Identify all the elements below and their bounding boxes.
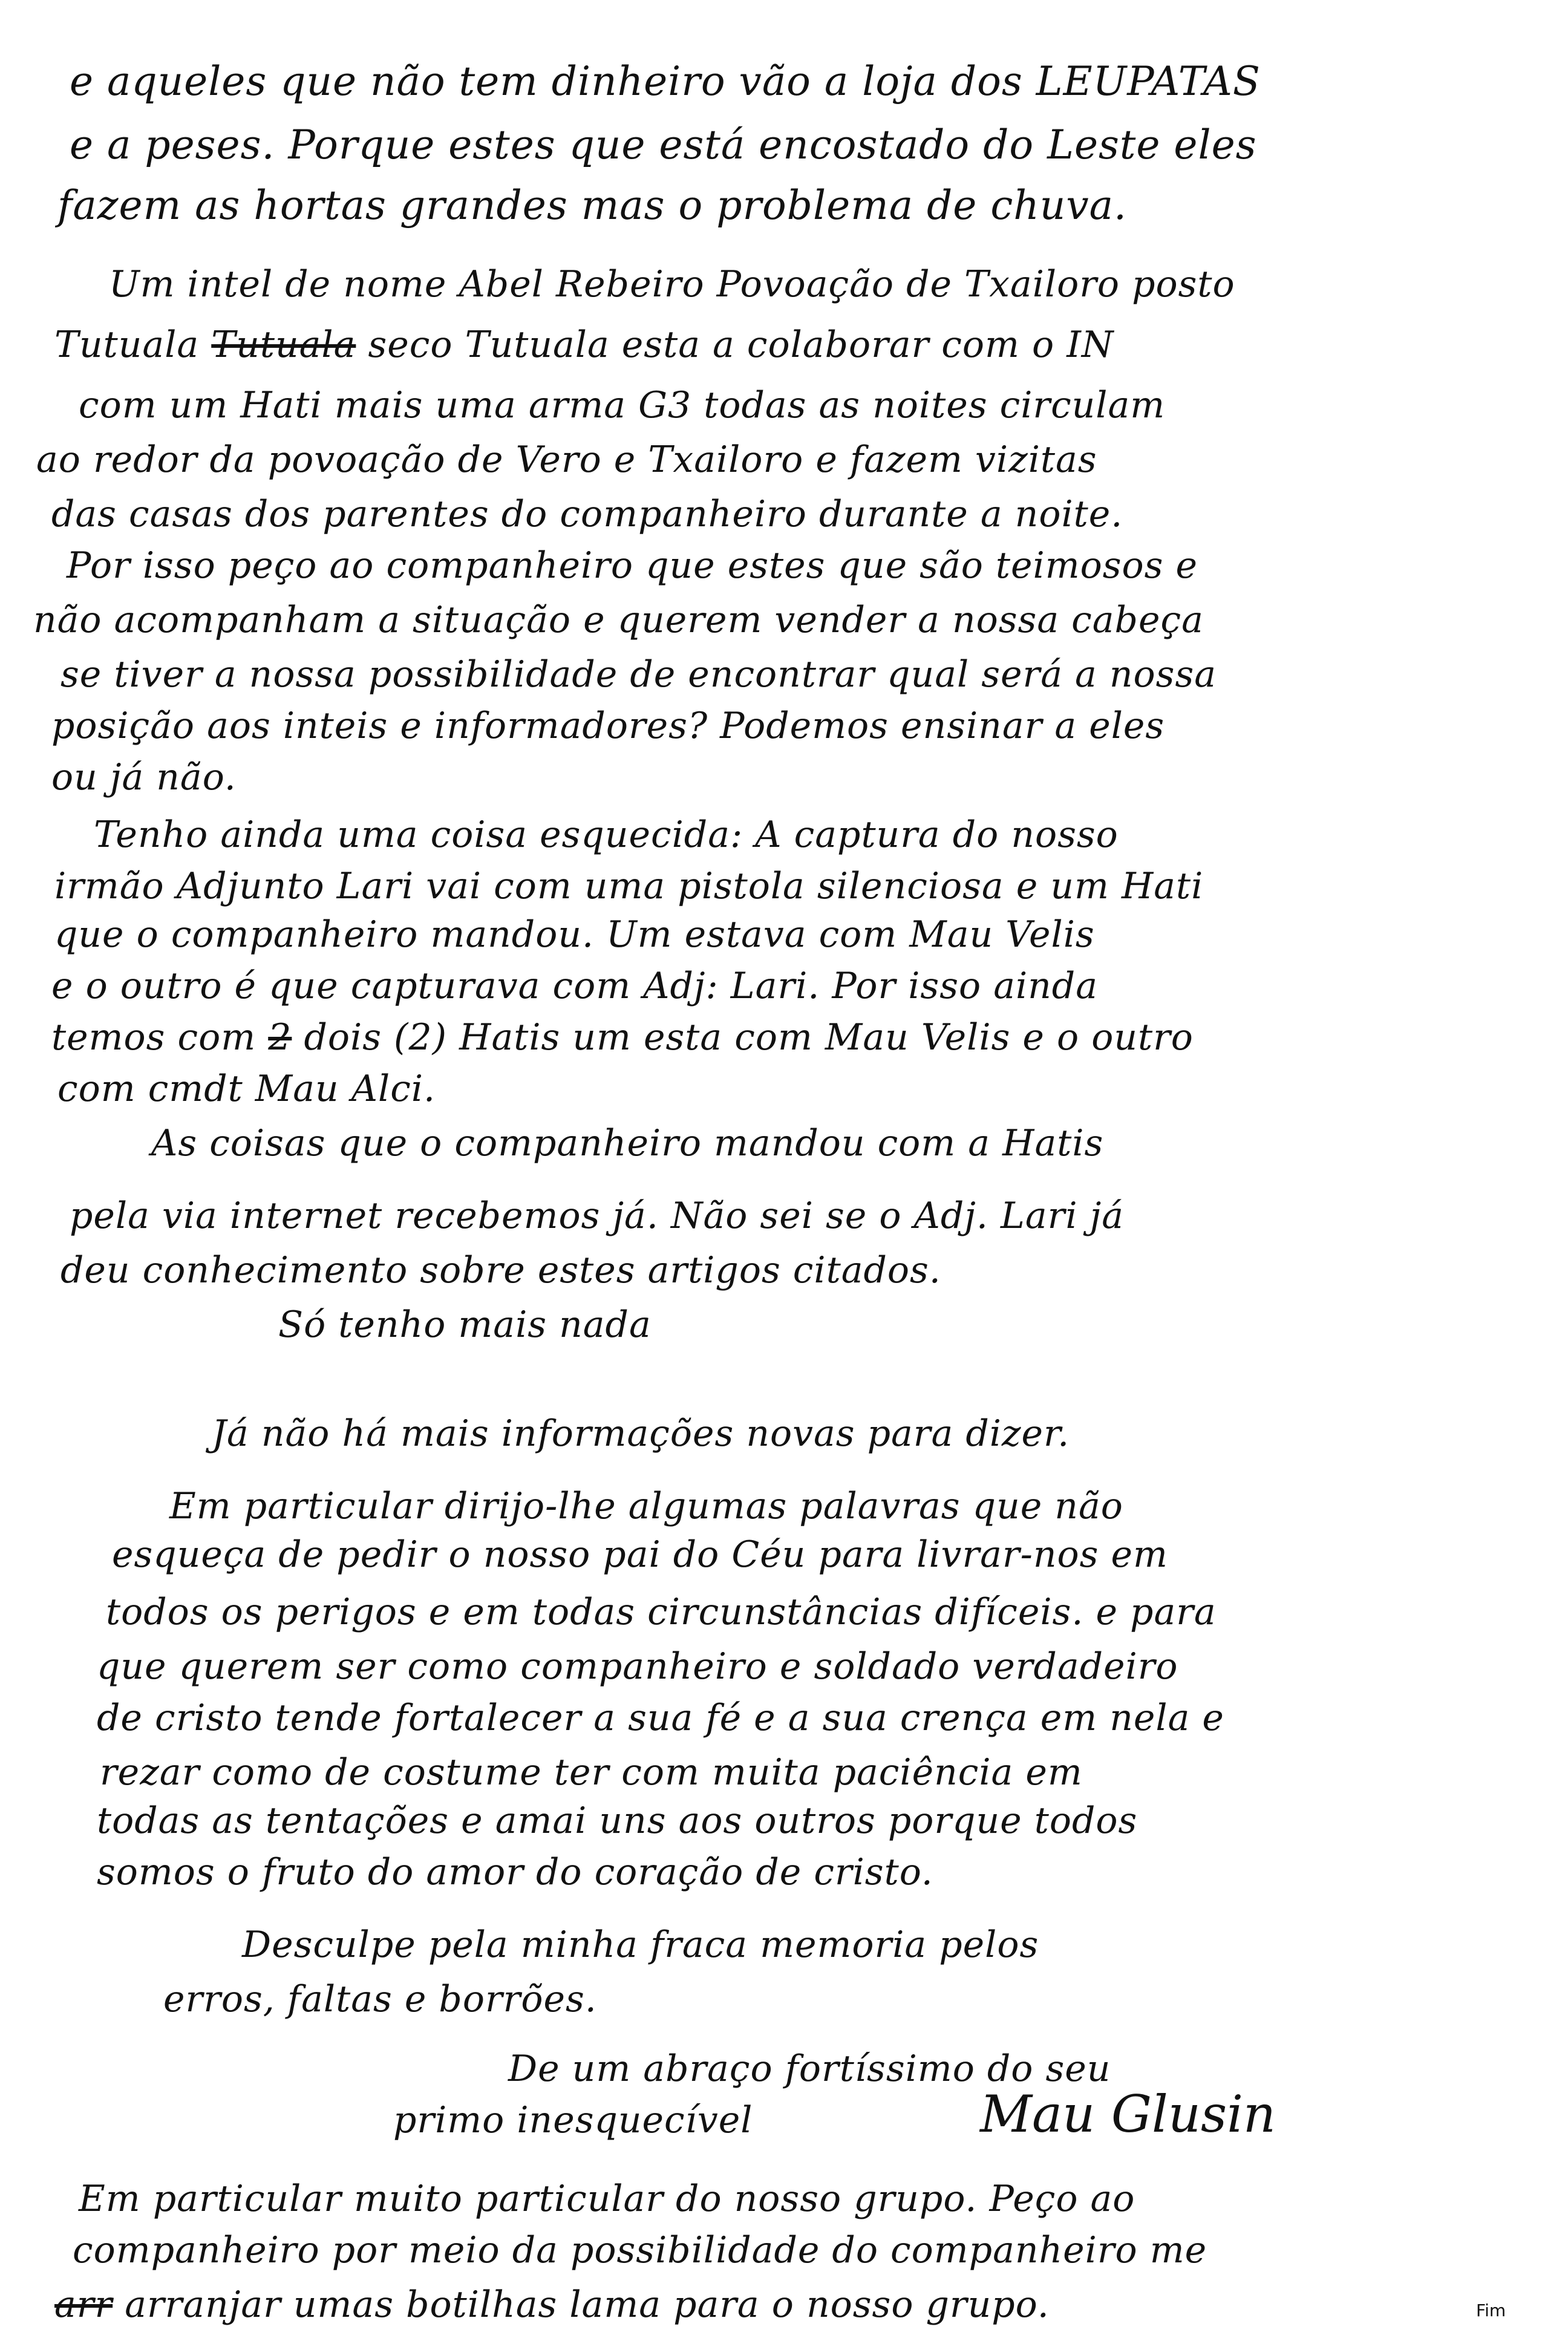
letter-line-5-start: Tutuala xyxy=(54,324,200,366)
letter-line-21: pela via internet recebemos já. Não sei se o Adj. Lari já xyxy=(70,1195,1124,1237)
letter-line-20: As coisas que o companheiro mandou com a Hatis xyxy=(151,1122,1104,1164)
letter-line-13: ou já não. xyxy=(51,756,237,798)
letter-line-1: e aqueles que não tem dinheiro vão a loja dos LEUPATAS xyxy=(70,58,1261,105)
letter-line-8: das casas dos parentes do companheiro durante a noite. xyxy=(51,493,1123,535)
letter-line-14: Tenho ainda uma coisa esquecida: A captura do nosso xyxy=(94,814,1119,856)
letter-line-32: somos o fruto do amor do coração de cristo. xyxy=(97,1851,933,1893)
letter-line-24: Já não há mais informações novas para dizer. xyxy=(212,1412,1070,1455)
letter-line-4: Um intel de nome Abel Rebeiro Povoação de Txailoro posto xyxy=(109,263,1235,305)
letter-line-9: Por isso peço ao companheiro que estes que são teimosos e xyxy=(67,544,1198,587)
letter-line-34: erros, faltas e borrões. xyxy=(163,1978,597,2020)
letter-line-17: e o outro é que capturava com Adj: Lari. Por isso ainda xyxy=(51,965,1098,1007)
letter-line-5 xyxy=(54,321,1114,369)
letter-line-2: e a peses. Porque estes que está encostado do Leste eles xyxy=(70,122,1257,168)
letter-line-3: fazem as hortas grandes mas o problema de chuva. xyxy=(57,182,1127,229)
letter-line-27: todos os perigos e em todas circunstâncias difíceis. e para xyxy=(106,1591,1217,1633)
letter-line-25: Em particular dirijo-lhe algumas palavras que não xyxy=(169,1485,1123,1527)
letter-line-11: se tiver a nossa possibilidade de encontrar qual será a nossa xyxy=(60,653,1217,696)
letter-line-15: irmão Adjunto Lari vai com uma pistola silenciosa e um Hati xyxy=(54,865,1204,907)
letter-line-12: posição aos inteis e informadores? Podemos ensinar a eles xyxy=(51,705,1165,747)
postscript-line-2: companheiro por meio da possibilidade do companheiro me xyxy=(73,2229,1207,2271)
letter-line-5-rest: seco Tutuala esta a colaborar com o IN xyxy=(368,324,1114,366)
letter-line-29: de cristo tende fortalecer a sua fé e a sua crença em nela e xyxy=(97,1697,1224,1739)
closing-line: De um abraço fortíssimo do seu xyxy=(508,2048,1111,2090)
postscript-line-1: Em particular muito particular do nosso grupo. Peço ao xyxy=(79,2178,1135,2220)
letter-line-31: todas as tentações e amai uns aos outros porque todos xyxy=(97,1800,1138,1842)
letter-line-23: Só tenho mais nada xyxy=(278,1304,652,1346)
letter-line-6: com um Hati mais uma arma G3 todas as noites circulam xyxy=(79,384,1166,426)
letter-line-26: esqueça de pedir o nosso pai do Céu para livrar-nos em xyxy=(112,1533,1168,1576)
letter-line-30: rezar como de costume ter com muita paciência em xyxy=(100,1751,1083,1794)
postscript-struck-word: arr xyxy=(54,2284,113,2326)
letter-line-28: que querem ser como companheiro e soldado verdadeiro xyxy=(97,1645,1178,1688)
letter-line-22: deu conhecimento sobre estes artigos citados. xyxy=(60,1249,941,1291)
letter-line-16: que o companheiro mandou. Um estava com Mau Velis xyxy=(54,913,1095,956)
letter-line-5-struck-word: Tutuala xyxy=(211,324,356,366)
postscript-line-3-rest: arranjar umas botilhas lama para o nosso grupo. xyxy=(125,2284,1050,2326)
letter-line-19: com cmdt Mau Alci. xyxy=(57,1068,436,1110)
letter-line-33: Desculpe pela minha fraca memoria pelos xyxy=(242,1924,1039,1966)
signature-name: Mau Glusin xyxy=(980,2085,1276,2144)
fim-mark: Fim xyxy=(1476,2300,1506,2320)
letter-line-18 xyxy=(51,1013,1194,1062)
closing-line-primo: primo inesquecível xyxy=(393,2099,753,2141)
postscript-line-3 xyxy=(54,2281,1050,2329)
letter-line-18-struck-mark: 2 xyxy=(268,1016,292,1059)
letter-line-7: ao redor da povoação de Vero e Txailoro e fazem vizitas xyxy=(36,439,1097,481)
letter-line-18-start: temos com xyxy=(51,1016,256,1059)
letter-line-18-rest: dois (2) Hatis um esta com Mau Velis e o outro xyxy=(304,1016,1194,1059)
letter-line-10: não acompanham a situação e querem vender a nossa cabeça xyxy=(33,599,1204,641)
